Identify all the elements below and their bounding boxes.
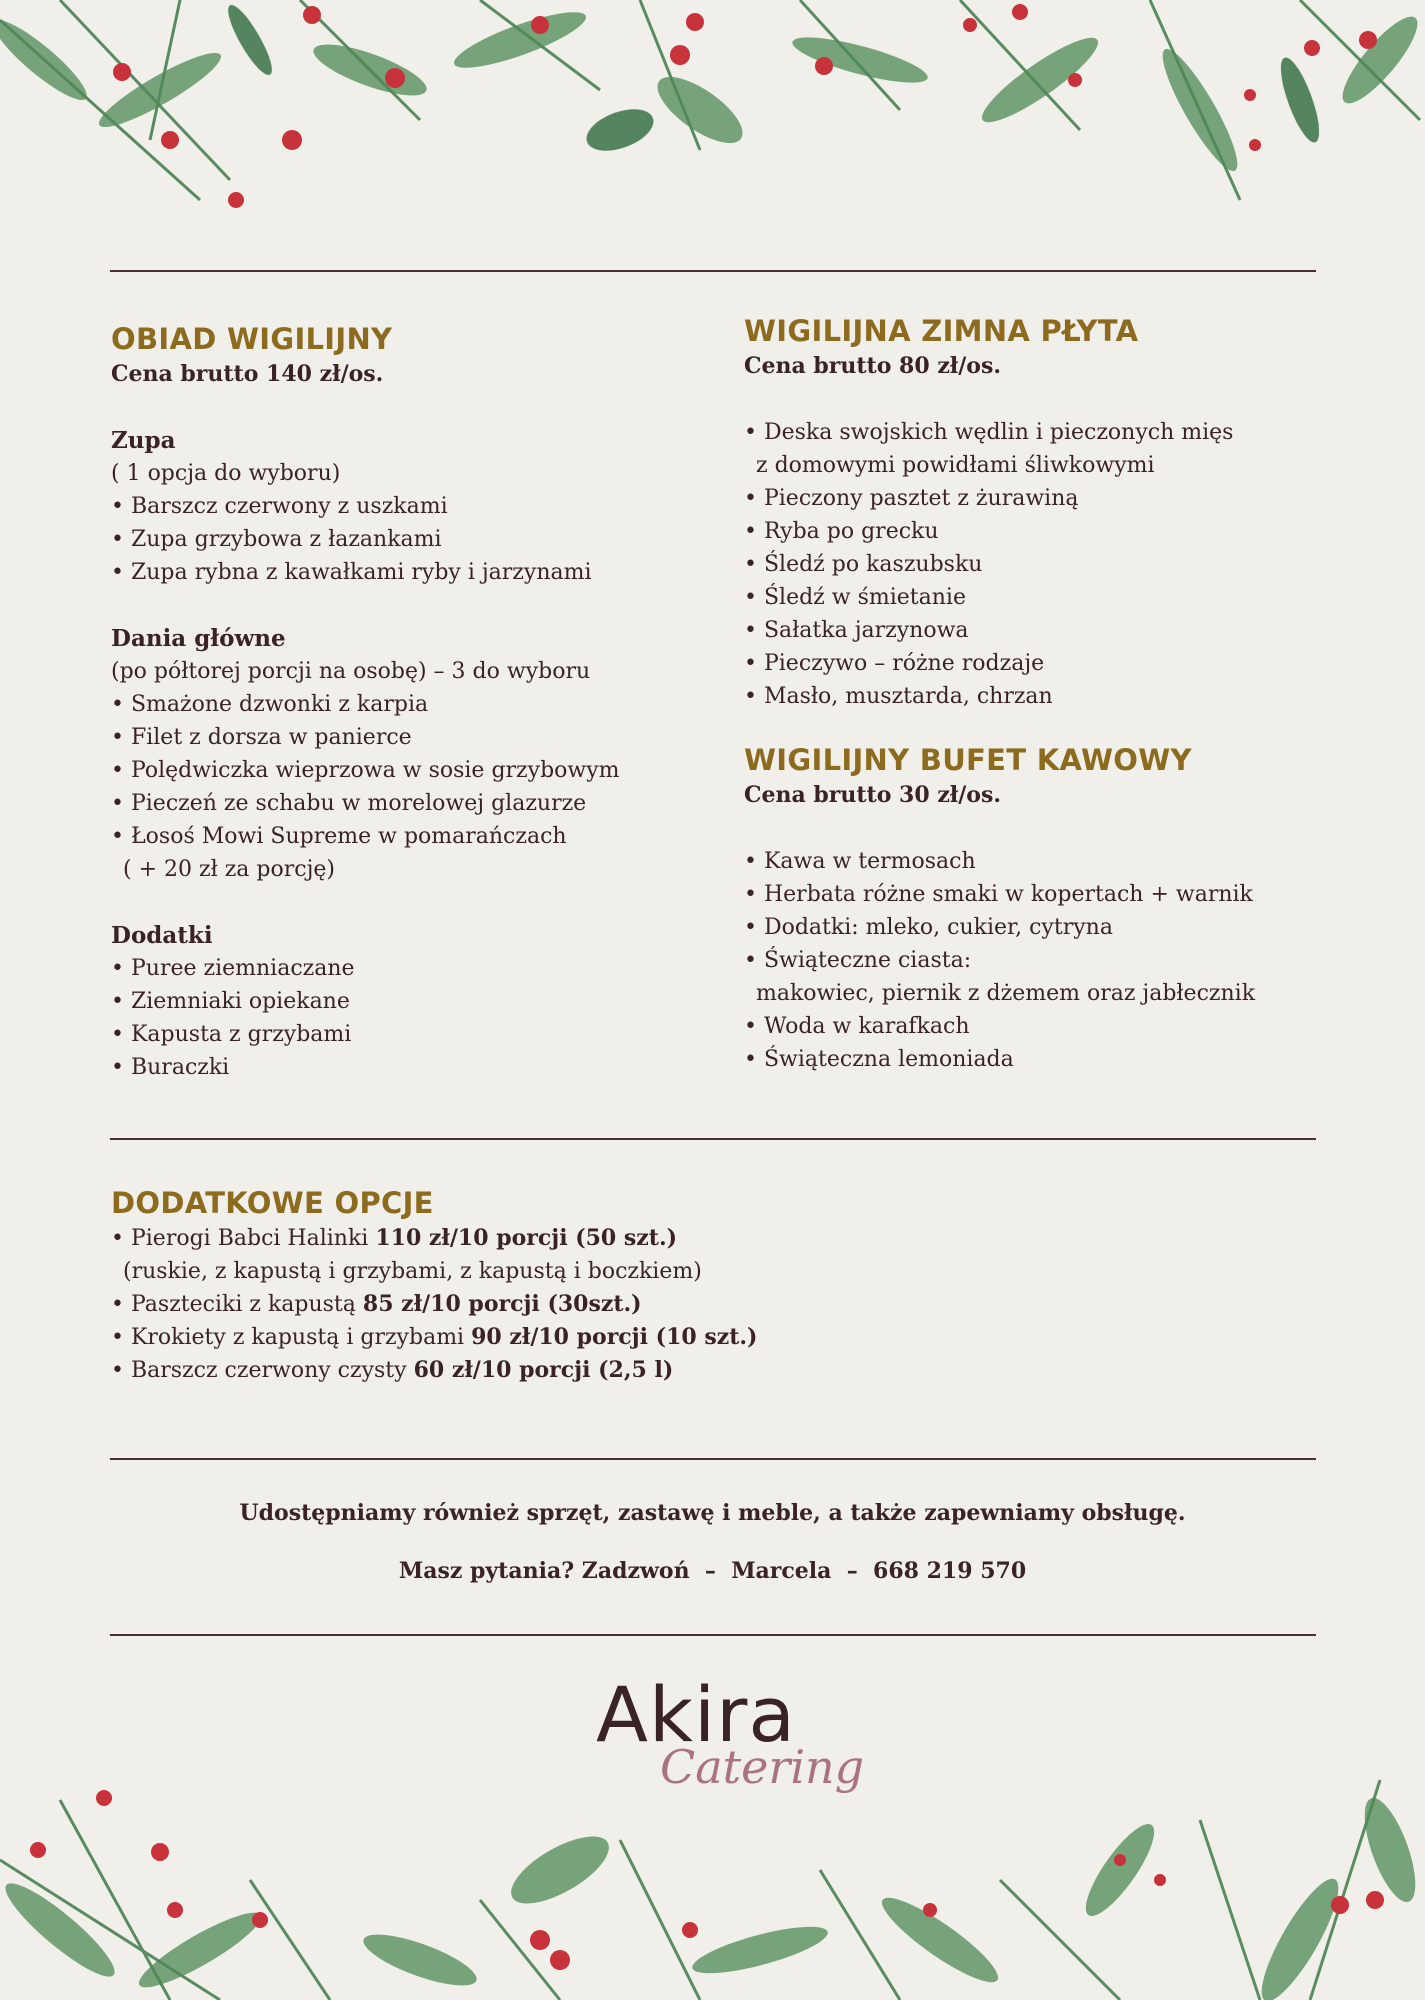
logo-main-text: Akira	[596, 1670, 796, 1759]
extras-item-price: 60 zł/10 porcji (2,5 l)	[413, 1357, 674, 1383]
bufet-item-cont: makowiec, piernik z dżemem oraz jabłecznik	[756, 981, 1256, 1006]
bufet-price: Cena brutto 30 zł/os.	[744, 782, 1002, 808]
bufet-item: • Herbata różne smaki w kopertach + warnik	[744, 882, 1253, 907]
extras-item-note: (ruskie, z kapustą i grzybami, z kapustą i boczkiem)	[123, 1259, 702, 1284]
zupa-item: • Zupa rybna z kawałkami ryby i jarzynami	[111, 560, 592, 585]
zimna-item: • Pieczywo – różne rodzaje	[744, 651, 1045, 676]
divider-footer-top	[110, 1458, 1316, 1460]
zimna-item: • Deska swojskich wędlin i pieczonych mięs	[744, 420, 1234, 445]
section-right-column	[744, 312, 1344, 1076]
extras-item: • Paszteciki z kapustą 85 zł/10 porcji (30szt.)	[111, 1291, 642, 1317]
section-obiad-wigilijny	[111, 320, 711, 1084]
zimna-price: Cena brutto 80 zł/os.	[744, 353, 1002, 379]
dodatki-item: • Kapusta z grzybami	[111, 1022, 352, 1047]
extras-item-price: 110 zł/10 porcji (50 szt.)	[375, 1225, 678, 1251]
footer-contact-text: Masz pytania? Zadzwoń – Marcela – 668 219 570	[398, 1558, 1027, 1584]
dania-item: • Polędwiczka wieprzowa w sosie grzybowym	[111, 758, 620, 783]
extras-title: DODATKOWE OPCJE	[111, 1186, 434, 1220]
extras-item: • Pierogi Babci Halinki 110 zł/10 porcji (50 szt.)	[111, 1225, 678, 1251]
zimna-title: WIGILIJNA ZIMNA PŁYTA	[744, 314, 1139, 348]
dodatki-heading: Dodatki	[111, 922, 213, 949]
obiad-price: Cena brutto 140 zł/os.	[111, 361, 384, 387]
dania-item: • Łosoś Mowi Supreme w pomarańczach	[111, 824, 567, 849]
bufet-item: • Dodatki: mleko, cukier, cytryna	[744, 915, 1113, 940]
zimna-item-cont: z domowymi powidłami śliwkowymi	[756, 453, 1155, 478]
zimna-item: • Śledź po kaszubsku	[744, 552, 983, 577]
zupa-note: ( 1 opcja do wyboru)	[111, 461, 341, 486]
dodatki-item: • Ziemniaki opiekane	[111, 989, 350, 1014]
dania-item: • Pieczeń ze schabu w morelowej glazurze	[111, 791, 587, 816]
footer-services-text: Udostępniamy również sprzęt, zastawę i meble, a także zapewniamy obsługę.	[239, 1500, 1186, 1526]
divider-top	[110, 270, 1316, 272]
extras-item: • Barszcz czerwony czysty 60 zł/10 porcji (2,5 l)	[111, 1357, 674, 1383]
extras-item-price: 90 zł/10 porcji (10 szt.)	[471, 1324, 758, 1350]
bufet-item: • Świąteczne ciasta:	[744, 948, 972, 973]
dania-item: • Smażone dzwonki z karpia	[111, 692, 429, 717]
logo-sub-text: Catering	[660, 1740, 865, 1794]
bufet-title: WIGILIJNY BUFET KAWOWY	[744, 743, 1192, 777]
zimna-item: • Ryba po grecku	[744, 519, 939, 544]
dania-item: • Filet z dorsza w panierce	[111, 725, 412, 750]
zupa-item: • Zupa grzybowa z łazankami	[111, 527, 442, 552]
bottom-christmas-garland	[0, 1760, 1425, 2000]
extras-item-price: 85 zł/10 porcji (30szt.)	[362, 1291, 642, 1317]
top-christmas-garland	[0, 0, 1425, 240]
divider-footer-bottom	[110, 1634, 1316, 1636]
zimna-item: • Pieczony pasztet z żurawiną	[744, 486, 1079, 511]
zimna-item: • Masło, musztarda, chrzan	[744, 684, 1053, 709]
zupa-heading: Zupa	[111, 427, 176, 454]
obiad-title: OBIAD WIGILIJNY	[111, 322, 393, 356]
bufet-item: • Kawa w termosach	[744, 849, 976, 874]
dania-note: (po półtorej porcji na osobę) – 3 do wyboru	[111, 659, 591, 684]
dania-item-note: ( + 20 zł za porcję)	[123, 857, 335, 882]
zimna-item: • Śledź w śmietanie	[744, 585, 966, 610]
bufet-item: • Woda w karafkach	[744, 1014, 970, 1039]
zimna-item: • Sałatka jarzynowa	[744, 618, 969, 643]
divider-middle	[110, 1138, 1316, 1140]
extras-item: • Krokiety z kapustą i grzybami 90 zł/10 porcji (10 szt.)	[111, 1324, 758, 1350]
dania-heading: Dania główne	[111, 625, 286, 652]
dodatki-item: • Puree ziemniaczane	[111, 956, 355, 981]
dodatki-item: • Buraczki	[111, 1055, 230, 1080]
zupa-item: • Barszcz czerwony z uszkami	[111, 494, 448, 519]
bufet-item: • Świąteczna lemoniada	[744, 1047, 1014, 1072]
section-dodatkowe-opcje	[111, 1184, 1111, 1387]
